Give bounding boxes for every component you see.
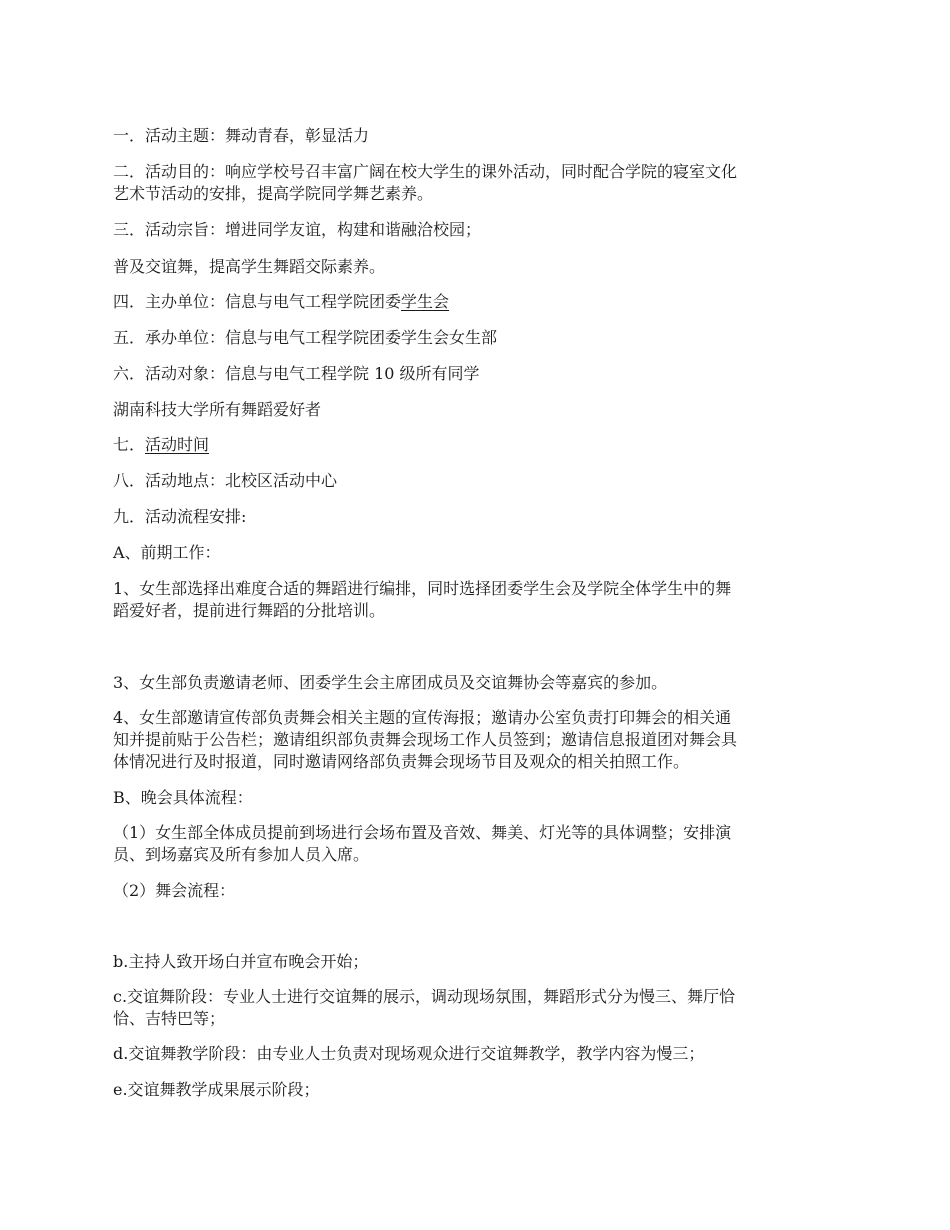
student-union-link[interactable]: 学生会 bbox=[401, 292, 450, 311]
section-time-prefix: 七． bbox=[113, 435, 146, 454]
evening-item-1-line-2: 员、到场嘉宾及所有参加人员入席。 bbox=[113, 845, 370, 864]
section-time bbox=[113, 434, 843, 456]
section-aim-continued: 普及交谊舞，提高学生舞蹈交际素养。 bbox=[113, 257, 386, 276]
dance-step-c-line-1: c.交谊舞阶段：专业人士进行交谊舞的展示，调动现场氛围，舞蹈形式分为慢三、舞厅恰 bbox=[113, 987, 736, 1006]
subsection-prep-heading: A、前期工作： bbox=[113, 543, 221, 562]
dance-step-e: e.交谊舞教学成果展示阶段； bbox=[113, 1080, 320, 1099]
dance-step-c bbox=[113, 986, 843, 1030]
prep-item-4-line-2: 知并提前贴于公告栏；邀请组织部负责舞会现场工作人员签到；邀请信息报道团对舞会具 bbox=[113, 730, 738, 749]
section-audience: 六．活动对象：信息与电气工程学院 10 级所有同学 bbox=[113, 364, 480, 383]
dance-step-d: d.交谊舞教学阶段：由专业人士负责对现场观众进行交谊舞教学，教学内容为慢三； bbox=[113, 1044, 705, 1063]
section-audience-continued: 湖南科技大学所有舞蹈爱好者 bbox=[113, 400, 322, 419]
activity-time-link[interactable]: 活动时间 bbox=[145, 435, 210, 454]
prep-item-1-line-2: 蹈爱好者，提前进行舞蹈的分批培训。 bbox=[113, 601, 386, 620]
prep-item-1 bbox=[113, 578, 843, 622]
dance-step-b: b.主持人致开场白并宣布晚会开始； bbox=[113, 952, 369, 971]
section-organizer-text: 四．主办单位：信息与电气工程学院团委 bbox=[113, 292, 402, 311]
evening-item-1 bbox=[113, 822, 843, 866]
section-purpose bbox=[113, 161, 843, 205]
section-aim: 三．活动宗旨：增进同学友谊，构建和谐融洽校园； bbox=[113, 220, 482, 239]
section-theme: 一．活动主题：舞动青春，彰显活力 bbox=[113, 126, 370, 145]
evening-item-2: （2）舞会流程： bbox=[113, 881, 236, 900]
section-host: 五．承办单位：信息与电气工程学院团委学生会女生部 bbox=[113, 328, 498, 347]
section-schedule-heading: 九．活动流程安排: bbox=[113, 507, 247, 526]
dance-step-c-line-2: 恰、吉特巴等； bbox=[113, 1009, 226, 1028]
evening-item-1-line-1: （1）女生部全体成员提前到场进行会场布置及音效、舞美、灯光等的具体调整；安排演 bbox=[113, 823, 732, 842]
subsection-evening-heading: B、晚会具体流程： bbox=[113, 788, 253, 807]
prep-item-4-line-3: 体情况进行及时报道，同时邀请网络部负责舞会现场节目及观众的相关拍照工作。 bbox=[113, 752, 690, 771]
section-organizer bbox=[113, 291, 843, 313]
prep-item-4 bbox=[113, 707, 843, 773]
prep-item-3: 3、女生部负责邀请老师、团委学生会主席团成员及交谊舞协会等嘉宾的参加。 bbox=[113, 673, 668, 692]
prep-item-1-line-1: 1、女生部选择出难度合适的舞蹈进行编排，同时选择团委学生会及学院全体学生中的舞 bbox=[113, 579, 732, 598]
section-purpose-line-1: 二．活动目的：响应学校号召丰富广阔在校大学生的课外活动，同时配合学院的寝室文化 bbox=[113, 162, 738, 181]
section-purpose-line-2: 艺术节活动的安排，提高学院同学舞艺素养。 bbox=[113, 184, 434, 203]
section-location: 八．活动地点：北校区活动中心 bbox=[113, 471, 338, 490]
prep-item-4-line-1: 4、女生部邀请宣传部负责舞会相关主题的宣传海报；邀请办公室负责打印舞会的相关通 bbox=[113, 708, 732, 727]
